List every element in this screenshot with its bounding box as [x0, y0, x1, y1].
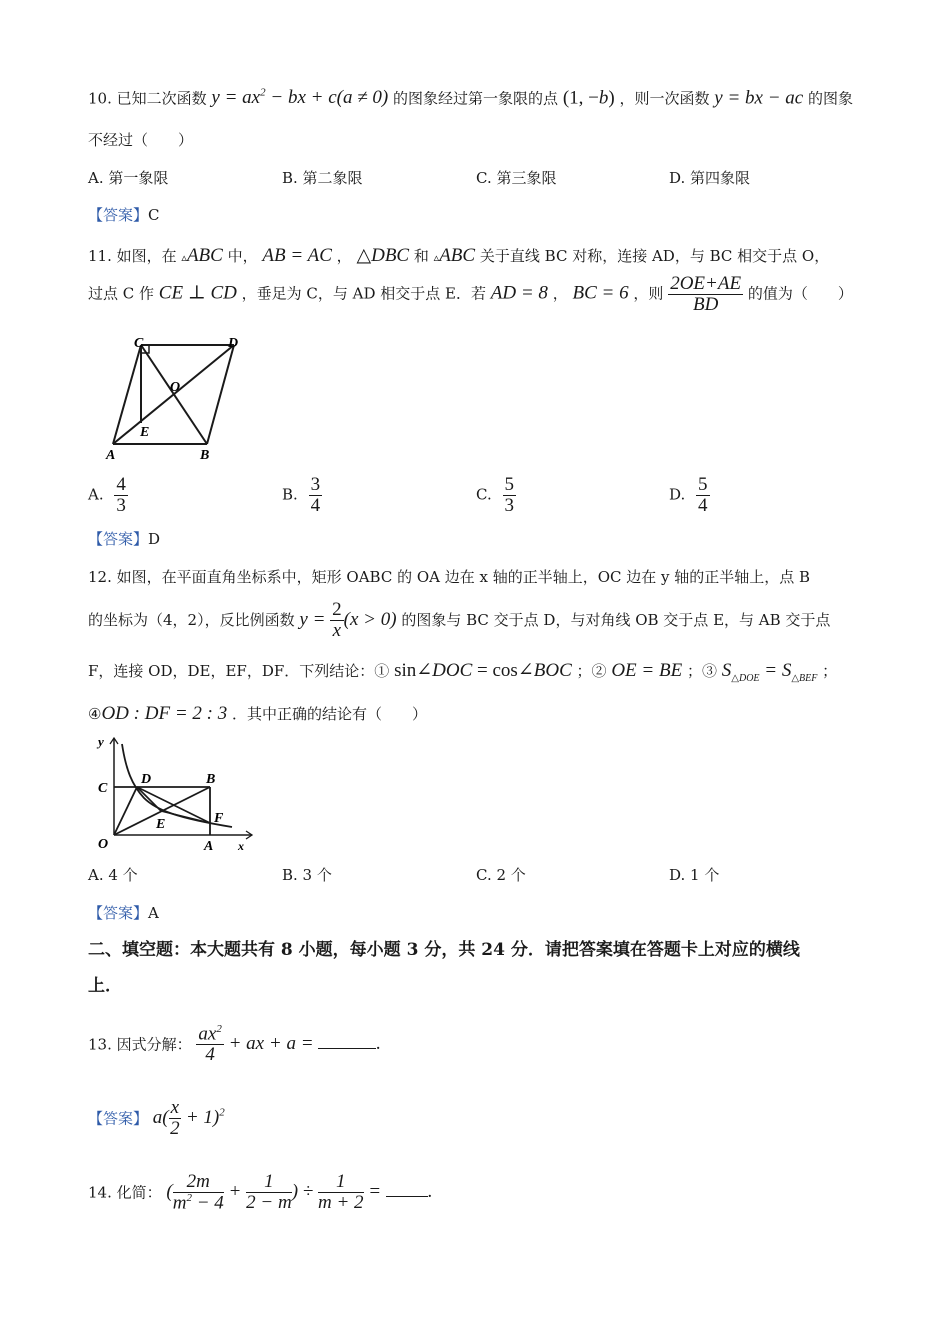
q10-formula-quadratic: $y = ax^2$ − bx + c(a ≠ 0)	[211, 87, 389, 109]
q10-option-d: D. 第四象限	[669, 169, 751, 187]
q12-line3	[88, 661, 837, 684]
q11-line2	[88, 274, 853, 315]
q10-text-b: 的图象经过第一象限的点	[393, 89, 559, 108]
q10-text-d: 的图象	[808, 89, 854, 108]
q12-line2	[88, 600, 830, 641]
q10-option-b: B. 第二象限	[282, 169, 363, 187]
q11-text-c: ，	[336, 247, 352, 265]
q12-text-b: 的图象与 BC 交于点 D，与对角线 OB 交于点 E，与 AB 交于点	[401, 610, 831, 629]
q10-answer	[88, 208, 160, 223]
q11-option-b-den: 4	[310, 494, 321, 516]
q11-text-j: 的值为（ ）	[747, 284, 853, 303]
q12-answer-label: 【答案】	[88, 904, 149, 922]
q11-option-a-frac	[114, 475, 128, 516]
q11-figure	[100, 333, 255, 463]
q12-line4	[88, 704, 427, 723]
q12-fig-label-x: x	[238, 839, 244, 853]
q10-point: (1, −b)	[562, 87, 615, 109]
q11-fig-label-o: O	[170, 380, 181, 395]
q12-text-d: ；②	[576, 662, 607, 680]
q11-option-a-letter: A.	[88, 485, 104, 504]
q12-formula-inverse: y = $\frac{2}{x}$ (x > 0)	[299, 599, 397, 641]
q10-formula-linear: y = bx − ac	[714, 87, 804, 109]
q11-option-b-letter: B.	[282, 485, 298, 504]
q11-text-d: 和	[413, 247, 429, 265]
q11-option-d-letter: D.	[669, 485, 686, 504]
q10-line1	[88, 88, 853, 107]
q12-line1: 12. 如图，在平面直角坐标系中，矩形 OABC 的 OA 边在 x 轴的正半轴上，OC 边在 y 轴的正半轴上，点 B	[88, 568, 811, 586]
q13-expression: $\frac{ax^2}{4}$ + ax + a = .	[198, 1023, 382, 1066]
q12-fig-label-d: D	[141, 772, 152, 787]
q11-fraction-den: BD	[692, 293, 719, 315]
q12-text-e: ；③	[686, 662, 717, 680]
q12-answer-value: A	[148, 904, 159, 922]
q11-option-a	[88, 475, 128, 516]
q12-eq-areas: $S_{\triangle DOE} = S_{\triangle BEF}$	[721, 660, 818, 684]
q11-text-h: ，	[552, 284, 568, 303]
q11-option-b-frac	[309, 475, 323, 516]
q11-text-b: 中，	[227, 247, 258, 265]
q14-line	[88, 1172, 433, 1213]
q12-option-d: D. 1 个	[669, 866, 720, 884]
q11-perp: CE ⊥ CD	[158, 282, 237, 304]
q13-answer-value: a( $\frac{x}{2}$ + 1)$^2$	[152, 1097, 225, 1139]
q12-fig-label-b: B	[206, 772, 216, 787]
q11-option-d-den: 4	[698, 494, 708, 516]
q11-triangle-abc-2: ▵ABC	[433, 245, 476, 266]
section2-heading-line2: 上．	[88, 976, 122, 996]
q11-answer-label: 【答案】	[88, 530, 149, 548]
q12-fig-label-a: A	[204, 839, 214, 854]
q10-answer-value: C	[148, 206, 160, 224]
q11-fig-label-d: D	[228, 336, 239, 351]
q13-answer	[88, 1098, 225, 1139]
q11-option-d	[669, 475, 710, 516]
q12-fig-label-o: O	[98, 837, 109, 852]
q12-fig-label-c: C	[98, 781, 108, 796]
q12-fig-label-f: F	[214, 811, 224, 826]
q12-option-a: A. 4 个	[88, 866, 138, 884]
q11-text-f: 过点 C 作	[88, 284, 155, 303]
q12-eq-sin-cos: sin∠DOC = cos∠BOC	[394, 660, 572, 681]
q12-text-g: ④	[88, 705, 102, 723]
q11-option-c-num: 5	[504, 474, 514, 495]
q11-eq-bc: BC = 6	[572, 282, 629, 304]
q11-option-c-frac	[503, 475, 517, 516]
q11-option-c	[476, 475, 516, 516]
q11-triangle-dbc: △DBC	[356, 245, 410, 266]
q10-option-c: C. 第三象限	[476, 169, 557, 187]
q11-option-c-letter: C.	[476, 485, 492, 504]
q11-text-a: 11. 如图，在	[88, 247, 177, 265]
q11-triangle-abc: ▵ABC	[181, 245, 223, 266]
q11-fig-label-e: E	[140, 425, 150, 440]
q13-answer-label: 【答案】	[88, 1109, 149, 1128]
q11-option-a-num: 4	[116, 474, 126, 495]
q11-option-d-num: 5	[698, 474, 708, 495]
q11-option-a-den: 3	[116, 494, 126, 516]
q12-option-c: C. 2 个	[476, 866, 526, 884]
q11-option-d-frac	[696, 475, 710, 516]
q13-line	[88, 1024, 381, 1065]
q11-option-b	[282, 475, 322, 516]
q14-expression: ( $\frac{2m}{m^2 - 4}$ + $\frac{1}{2 - m}$ ) ÷ $\frac{1}{m + 2}$ = .	[166, 1171, 433, 1214]
q11-option-b-num: 3	[310, 474, 321, 495]
q10-option-a: A. 第一象限	[88, 169, 169, 187]
q11-option-c-den: 3	[504, 494, 514, 516]
q12-eq-oe-be: OE = BE	[611, 660, 683, 681]
q11-fig-label-c: C	[134, 336, 144, 351]
q11-fraction	[668, 274, 743, 315]
q12-text-a: 的坐标为（4，2），反比例函数	[88, 610, 295, 629]
q10-answer-label: 【答案】	[88, 206, 149, 224]
q12-figure	[92, 730, 262, 858]
q11-answer	[88, 532, 160, 547]
q12-answer	[88, 906, 159, 921]
q11-line1	[88, 246, 829, 265]
q11-text-i: ，则	[633, 284, 664, 303]
q11-eq-ad: AD = 8	[490, 282, 548, 304]
q11-text-g: ，垂足为 C，与 AD 相交于点 E．若	[241, 284, 486, 303]
q10-text-a: 10. 已知二次函数	[88, 89, 207, 108]
q11-text-e: 关于直线 BC 对称，连接 AD，与 BC 相交于点 O，	[479, 247, 830, 265]
q12-fig-label-y: y	[98, 734, 104, 749]
q10-text-c: ，则一次函数	[619, 89, 710, 108]
q12-option-b: B. 3 个	[282, 866, 332, 884]
q13-prefix: 13. 因式分解：	[88, 1035, 192, 1054]
section2-heading-line1: 二、填空题：本大题共有 8 小题，每小题 3 分，共 24 分．请把答案填在答题卡上对应的横线	[88, 940, 800, 960]
q12-text-h: ．其中正确的结论有（ ）	[232, 705, 428, 723]
q11-eq-ab-ac: AB = AC	[262, 245, 332, 266]
q12-text-f: ；	[822, 662, 838, 680]
q11-fig-label-b: B	[200, 448, 210, 463]
q10-line2: 不经过（ ）	[88, 131, 194, 149]
q11-fraction-num: 2OE+AE	[670, 273, 742, 294]
q12-text-c: F，连接 OD，DE，EF，DF．下列结论：①	[88, 662, 390, 680]
q14-prefix: 14. 化简：	[88, 1183, 162, 1202]
q12-fig-label-e: E	[156, 817, 166, 832]
q11-fig-label-a: A	[106, 448, 116, 463]
q11-answer-value: D	[148, 530, 161, 548]
q12-eq-ratio: OD : DF = 2 : 3	[101, 703, 228, 724]
